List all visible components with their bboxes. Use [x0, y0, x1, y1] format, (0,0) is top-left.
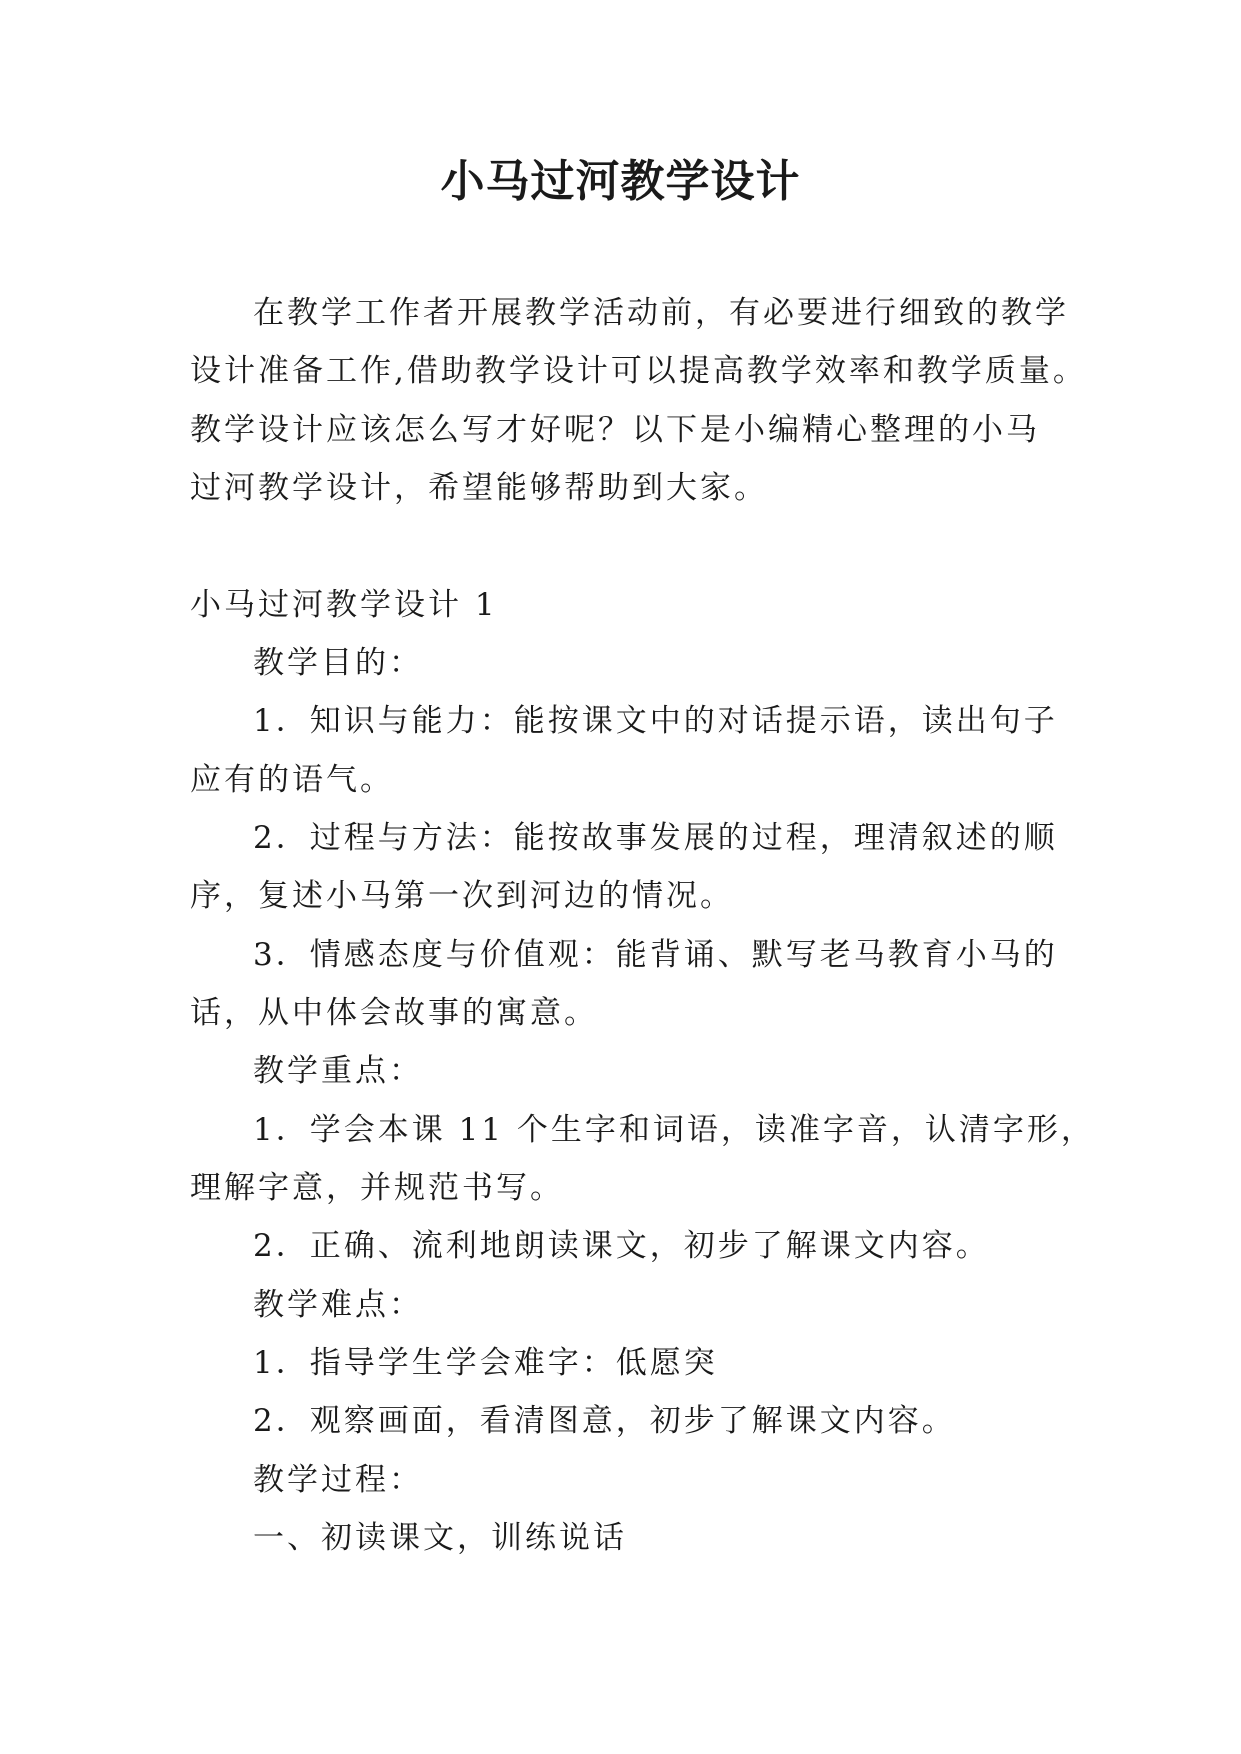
body-line: 1．学会本课 11 个生字和词语，读准字音，认清字形， [253, 1112, 1095, 1148]
body-line: 一、初读课文，训练说话 [253, 1520, 627, 1556]
heading-objectives: 教学目的： [253, 645, 423, 681]
intro-line: 教学设计应该怎么写才好呢？以下是小编精心整理的小马 [190, 412, 1040, 448]
section-title: 小马过河教学设计 1 [190, 587, 498, 623]
heading-difficulties: 教学难点： [253, 1287, 423, 1323]
body-line: 应有的语气。 [190, 762, 394, 798]
body-line: 理解字意，并规范书写。 [190, 1170, 564, 1206]
intro-line: 设计准备工作,借助教学设计可以提高教学效率和教学质量。 [190, 353, 1087, 389]
body-line: 3．情感态度与价值观：能背诵、默写老马教育小马的 [253, 937, 1058, 973]
document-title: 小马过河教学设计 [440, 156, 801, 207]
body-line: 2．过程与方法：能按故事发展的过程，理清叙述的顺 [253, 820, 1058, 856]
body-line: 话，从中体会故事的寓意。 [190, 995, 598, 1031]
body-line: 1．指导学生学会难字：低愿突 [253, 1345, 718, 1381]
body-line: 序，复述小马第一次到河边的情况。 [190, 878, 734, 914]
heading-key-points: 教学重点： [253, 1053, 423, 1089]
heading-process: 教学过程： [253, 1462, 423, 1498]
body-line: 2．正确、流利地朗读课文，初步了解课文内容。 [253, 1228, 990, 1264]
intro-line: 在教学工作者开展教学活动前，有必要进行细致的教学 [253, 295, 1069, 331]
body-line: 1．知识与能力：能按课文中的对话提示语，读出句子 [253, 703, 1058, 739]
intro-line: 过河教学设计，希望能够帮助到大家。 [190, 470, 768, 506]
body-line: 2．观察画面，看清图意，初步了解课文内容。 [253, 1403, 956, 1439]
